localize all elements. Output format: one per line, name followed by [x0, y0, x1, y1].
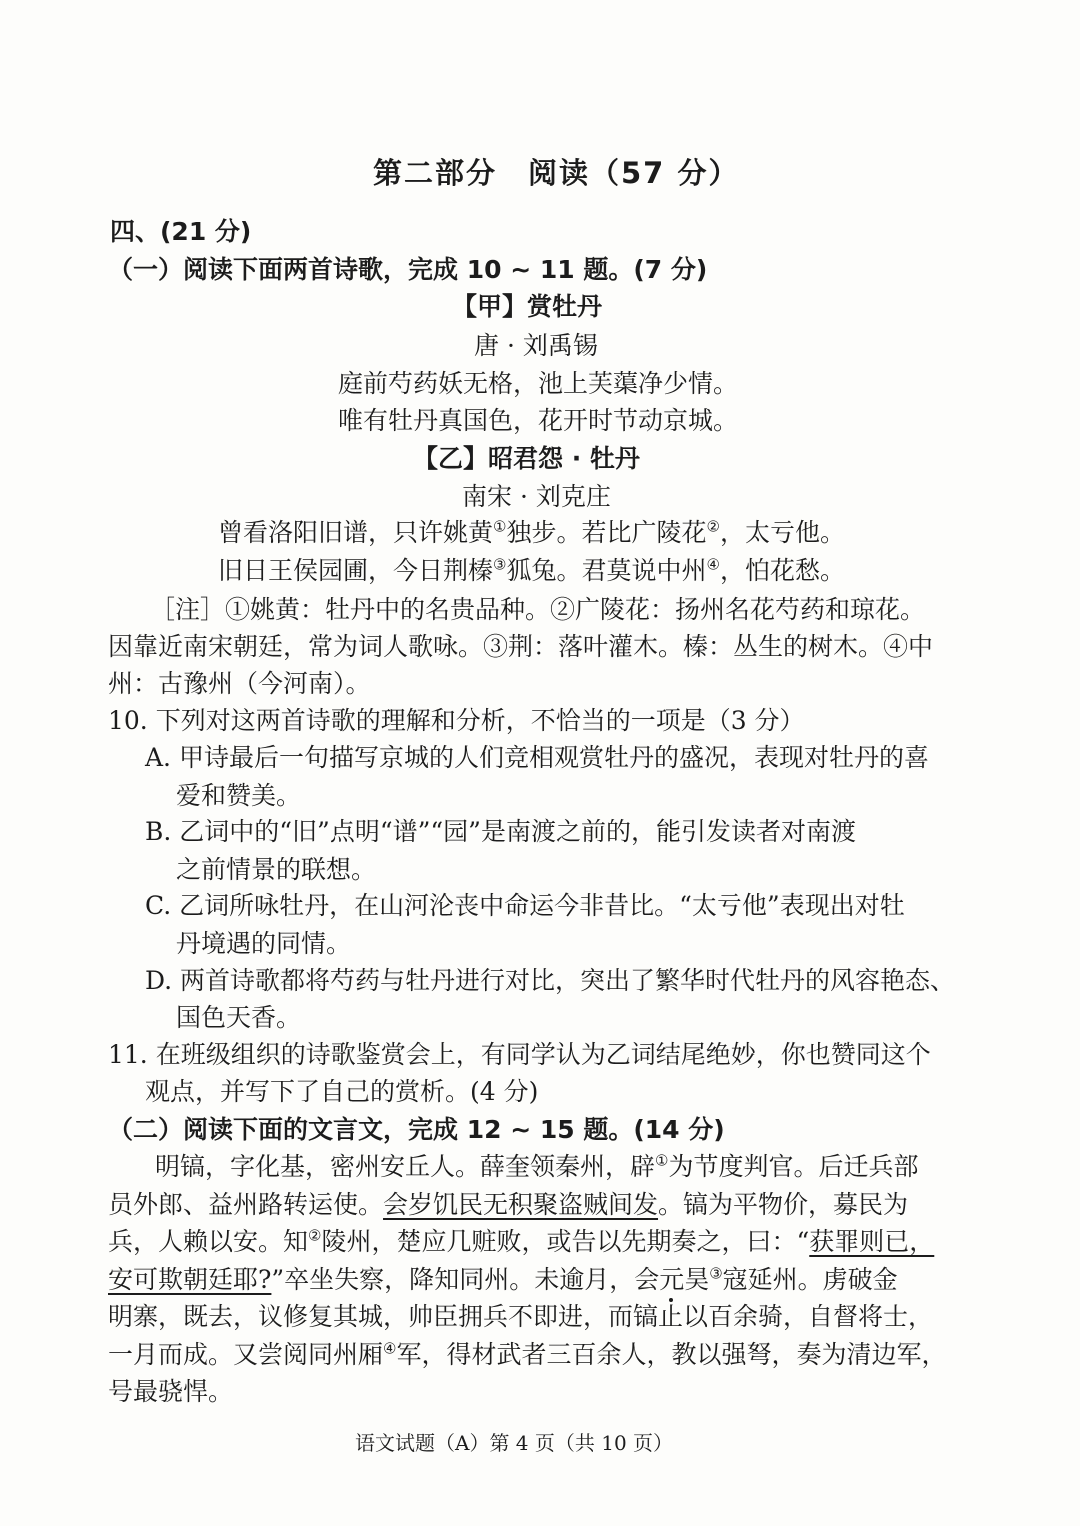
- poem1-line: 庭前芍药妖无格，池上芙蕖净少情。: [338, 369, 739, 398]
- underlined-sentence: 安可欺朝廷耶?: [108, 1265, 272, 1294]
- emphasis-dot-char: 止: [658, 1302, 684, 1331]
- passage-line: 一月而成。又尝阅同州厢④军，得材武者三百余人，教以强弩，奏为清边军，: [108, 1339, 947, 1369]
- passage-line: 明镐，字化基，密州安丘人。薛奎领秦州，辟①为节度判官。后迁兵部: [155, 1151, 919, 1181]
- option-a: A. 甲诗最后一句描写京城的人们竞相观赏牡丹的盛况，表现对牡丹的喜: [145, 743, 929, 772]
- section-title: 第二部分 阅读（57 分）: [373, 156, 740, 190]
- question-10-stem: 10. 下列对这两首诗歌的理解和分析，不恰当的一项是（3 分）: [108, 706, 805, 735]
- option-c: C. 乙词所咏牡丹，在山河沦丧中命运今非昔比。“太亏他”表现出对牡: [145, 891, 905, 920]
- poem1-author: 唐 · 刘禹锡: [474, 331, 598, 360]
- passage-line: 员外郎、益州路转运使。会岁饥民无积聚盗贼间发。镐为平物价，募民为: [108, 1190, 909, 1219]
- question-11-stem: 11. 在班级组织的诗歌鉴赏会上，有同学认为乙词结尾绝妙，你也赞同这个: [108, 1040, 931, 1069]
- underlined-sentence: 获罪则已，: [809, 1227, 935, 1256]
- poem2-line: 曾看洛阳旧谱，只许姚黄①独步。若比广陵花②，太亏他。: [218, 517, 845, 547]
- subsection1-header: （一）阅读下面两首诗歌，完成 10 ~ 11 题。(7 分): [108, 255, 708, 284]
- page-footer: 语文试题（A）第 4 页（共 10 页）: [355, 1431, 674, 1455]
- passage-line: 号最骁悍。: [108, 1377, 234, 1406]
- poem2-author: 南宋 · 刘克庄: [462, 482, 611, 511]
- option-c-cont: 丹境遇的同情。: [176, 929, 352, 958]
- note-line: 州：古豫州（今河南）。: [108, 669, 371, 698]
- part4-header: 四、(21 分): [110, 217, 252, 246]
- underlined-sentence: 会岁饥民无积聚盗贼间发: [383, 1190, 659, 1219]
- poem1-title: 【甲】赏牡丹: [452, 292, 603, 321]
- poem2-line: 旧日王侯园圃，今日荆榛③狐兔。君莫说中州④，怕花愁。: [218, 555, 845, 585]
- option-d: D. 两首诗歌都将芍药与牡丹进行对比，突出了繁华时代牡丹的风容艳态、: [145, 966, 956, 995]
- option-a-cont: 爱和赞美。: [176, 781, 302, 810]
- passage-line: 安可欺朝廷耶?”卒坐失察，降知同州。未逾月，会元昊③寇延州。虏破金: [108, 1264, 898, 1294]
- subsection2-header: （二）阅读下面的文言文，完成 12 ~ 15 题。(14 分): [108, 1115, 725, 1144]
- poem2-title: 【乙】昭君怨 · 牡丹: [413, 444, 640, 473]
- passage-line: 兵，人赖以安。知②陵州，楚应几赃败，或告以先期奏之，曰：“获罪则已，: [108, 1226, 935, 1256]
- passage-line: 明寨，既去，议修复其城，帅臣拥兵不即进，而镐止以百余骑，自督将士，: [108, 1302, 934, 1331]
- poem1-line: 唯有牡丹真国色，花开时节动京城。: [338, 406, 739, 435]
- note-line: ［注］①姚黄：牡丹中的名贵品种。②广陵花：扬州名花芍药和琼花。: [150, 595, 926, 624]
- option-b-cont: 之前情景的联想。: [176, 855, 377, 884]
- note-line: 因靠近南宋朝廷，常为词人歌咏。③荆：落叶灌木。榛：丛生的树木。④中: [108, 632, 934, 661]
- question-11-cont: 观点，并写下了自己的赏析。(4 分): [145, 1077, 539, 1106]
- option-b: B. 乙词中的“旧”点明“谱”“园”是南渡之前的，能引发读者对南渡: [145, 817, 856, 846]
- option-d-cont: 国色天香。: [176, 1003, 302, 1032]
